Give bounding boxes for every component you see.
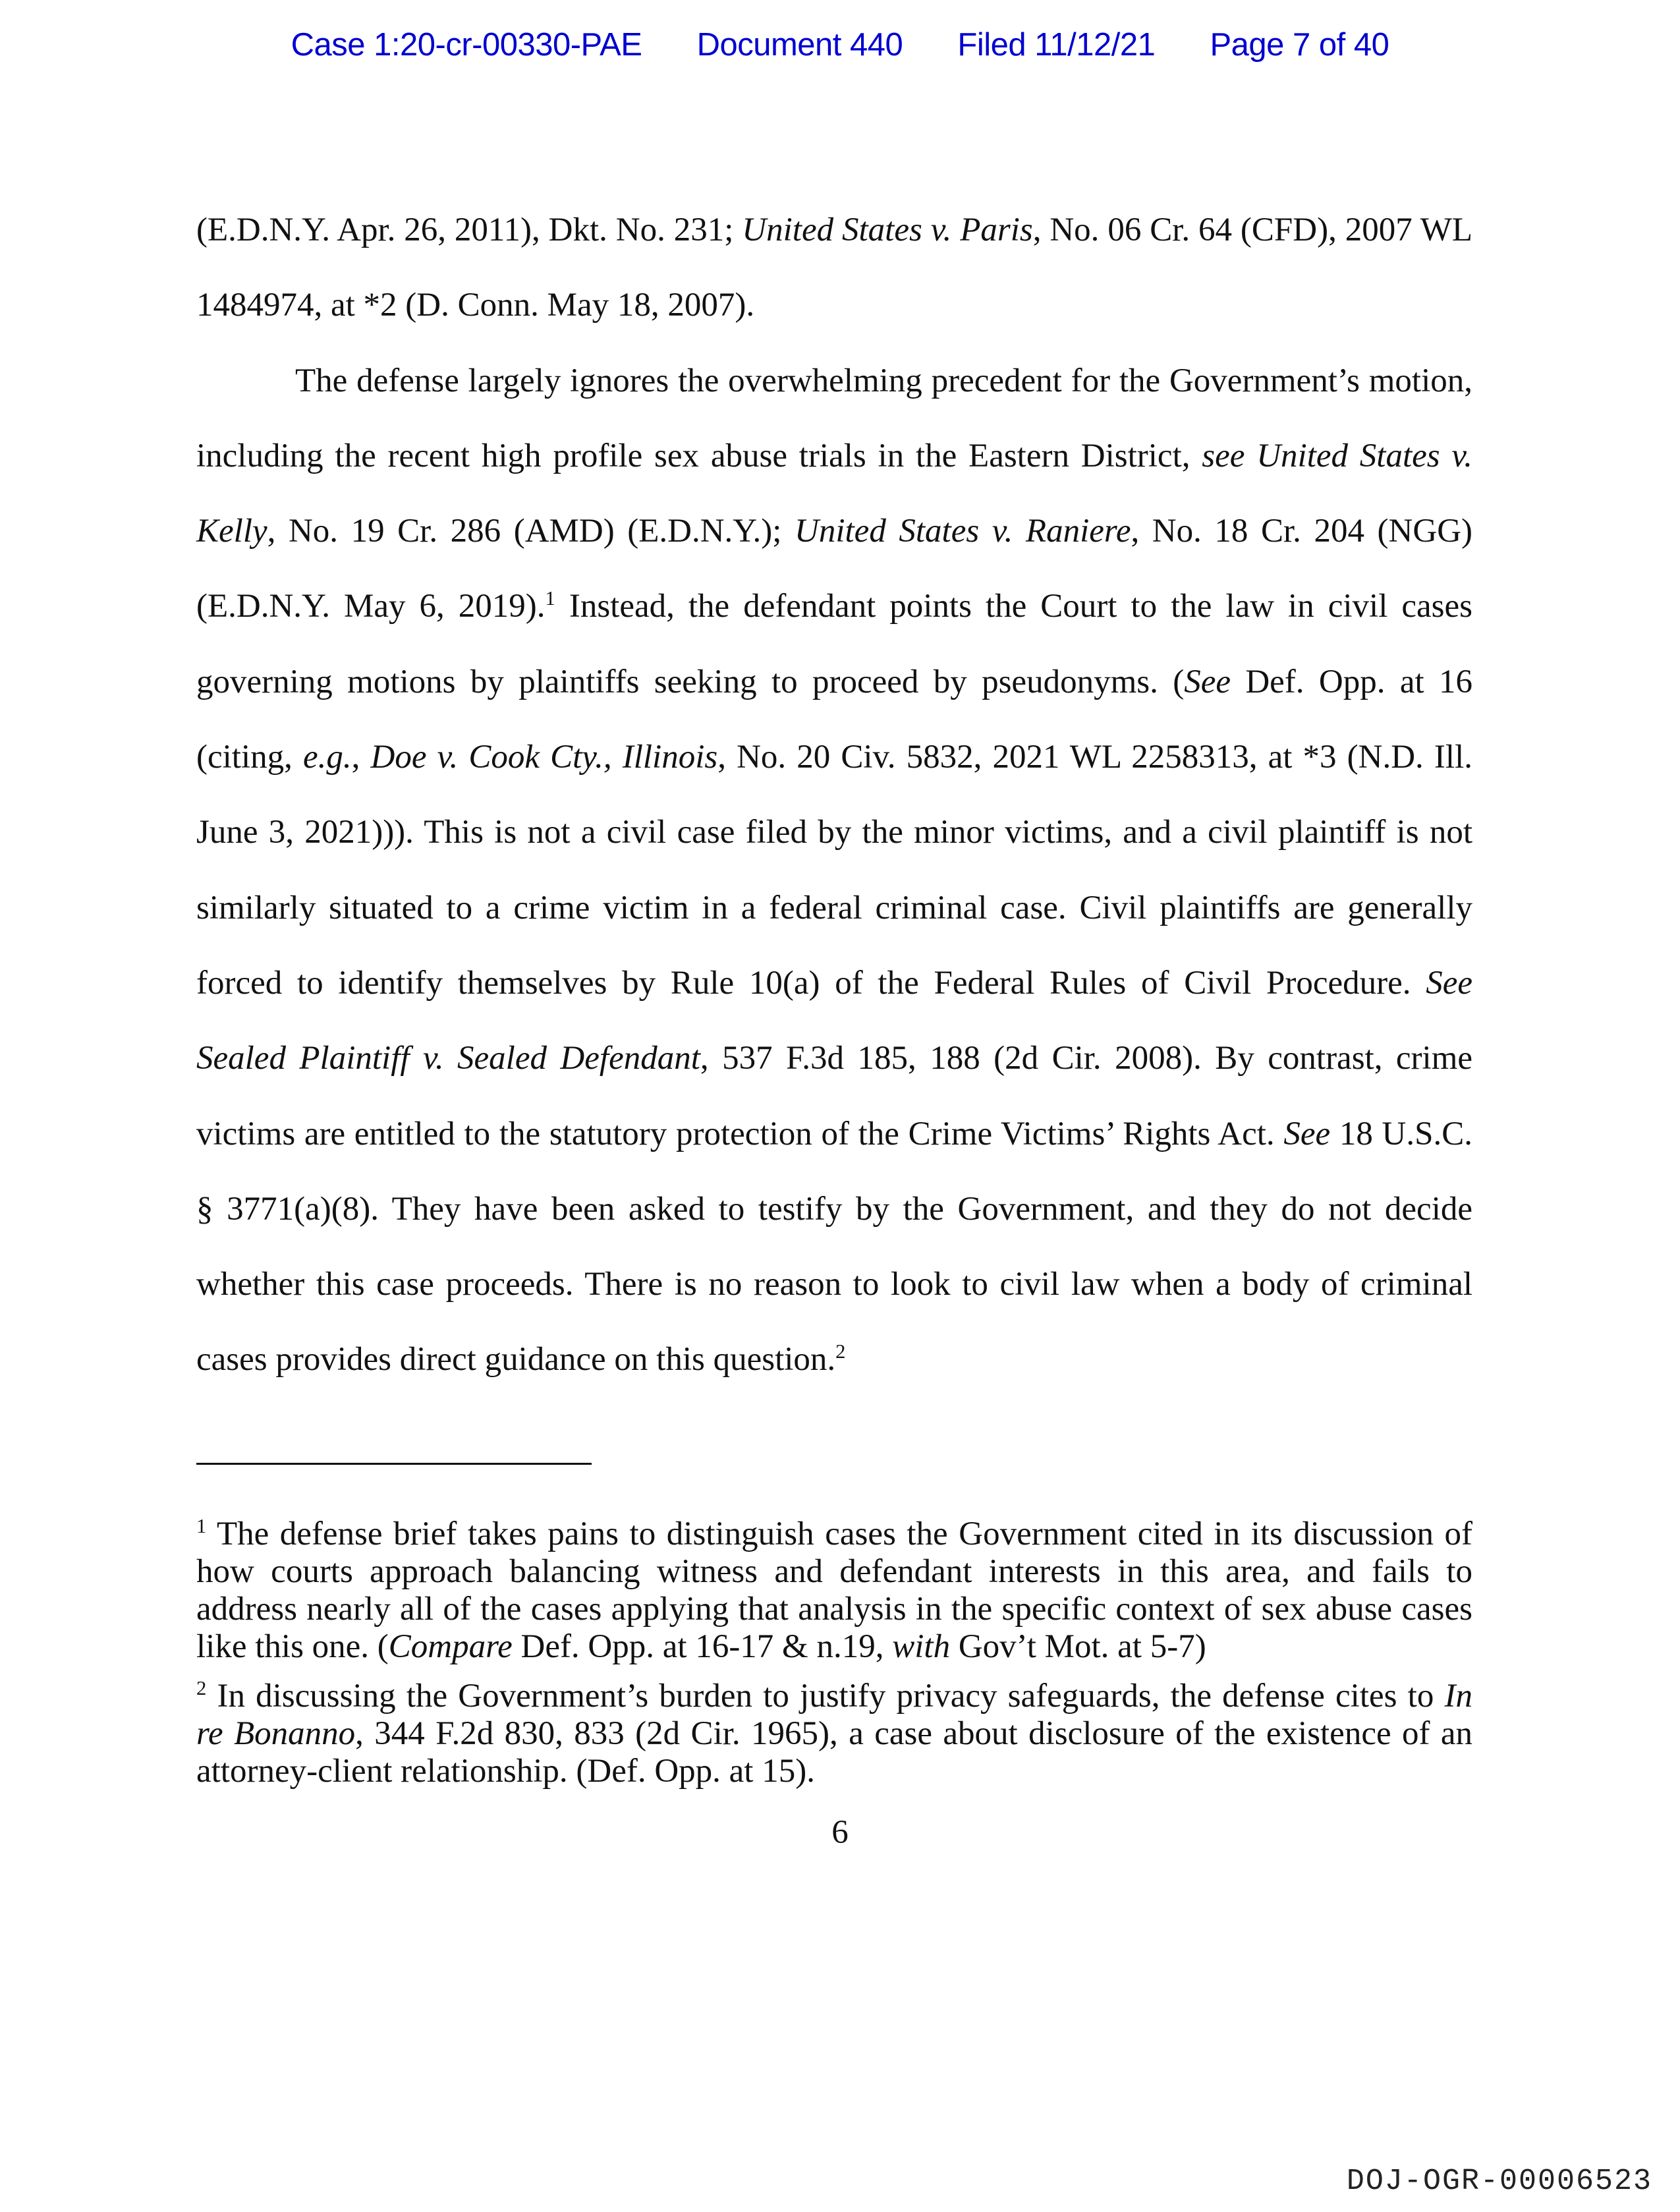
paragraph-continuation: (E.D.N.Y. Apr. 26, 2011), Dkt. No. 231; United States v. Paris, No. 06 Cr. 64 (CFD), 2007 WL 1484974, at *2 (D. Conn. May 18, 2007).	[196, 212, 1472, 324]
footnote-1: $^1$ The defense brief takes pains to distinguish cases the Government cited in its discussion of how courts approach balancing witness and defendant interests in this area, and fails to address nearly all of the cases applying that analysis in the specific context of sex abuse cases like this one. (Compare Def. Opp. at 16-17 & n.19, with Gov’t Mot. at 5-7)	[196, 1515, 1472, 1665]
page-number: 6	[831, 1814, 849, 1851]
filed-date: Filed 11/12/21	[957, 27, 1156, 63]
footnotes	[196, 1516, 1472, 1802]
footnote-ref-1: 1	[545, 587, 555, 610]
case-number: Case 1:20-cr-00330-PAE	[291, 27, 642, 63]
document-number: Document 440	[696, 27, 903, 63]
body-text	[196, 192, 1472, 1398]
footnote-ref-2: 2	[835, 1340, 846, 1363]
footnote-2: $^2$ In discussing the Government’s burden to justify privacy safeguards, the defense cites to In re Bonanno, 344 F.2d 830, 833 (2d Cir. 1965), a case about disclosure of the existence of an attorney-client relationship. (Def. Opp. at 15).	[196, 1677, 1473, 1790]
page-count: Page 7 of 40	[1210, 27, 1389, 63]
bates-number: DOJ-OGR-00006523	[1346, 2165, 1652, 2198]
footnote-separator	[196, 1463, 592, 1465]
paragraph-main: The defense largely ignores the overwhelming precedent for the Government’s motion, including the recent high profile sex abuse trials in the Eastern District, see United States v. Kelly, No. 19 Cr. 286 (AMD) (E.D.N.Y.); United States v. Raniere, No. 18 Cr. 204 (NGG) (E.D.N.Y. May 6, 2019).$^1$ Instead, the defendant points the Court to the law in civil cases governing motions by plaintiffs seeking to proceed by pseudonyms. (See Def. Opp. at 16 (citing, e.g., Doe v. Cook Cty., Illinois, No. 20 Civ. 5832, 2021 WL 2258313, at *3 (N.D. Ill. June 3, 2021))). This is not a civil case filed by the minor victims, and a civil plaintiff is not similarly situated to a crime victim in a federal criminal case. Civil plaintiffs are generally forced to identify themselves by Rule 10(a) of the Federal Rules of Civil Procedure. See Sealed Plaintiff v. Sealed Defendant, 537 F.3d 185, 188 (2d Cir. 2008). By contrast, crime victims are entitled to the statutory protection of the Crime Victims’ Rights Act. See 18 U.S.C. § 3771(a)(8). They have been asked to testify by the Government, and they do not decide whether this case proceeds. There is no reason to look to civil law when a body of criminal cases provides direct guidance on this question.$^2$	[196, 362, 1473, 1378]
ecf-header	[0, 26, 1680, 63]
